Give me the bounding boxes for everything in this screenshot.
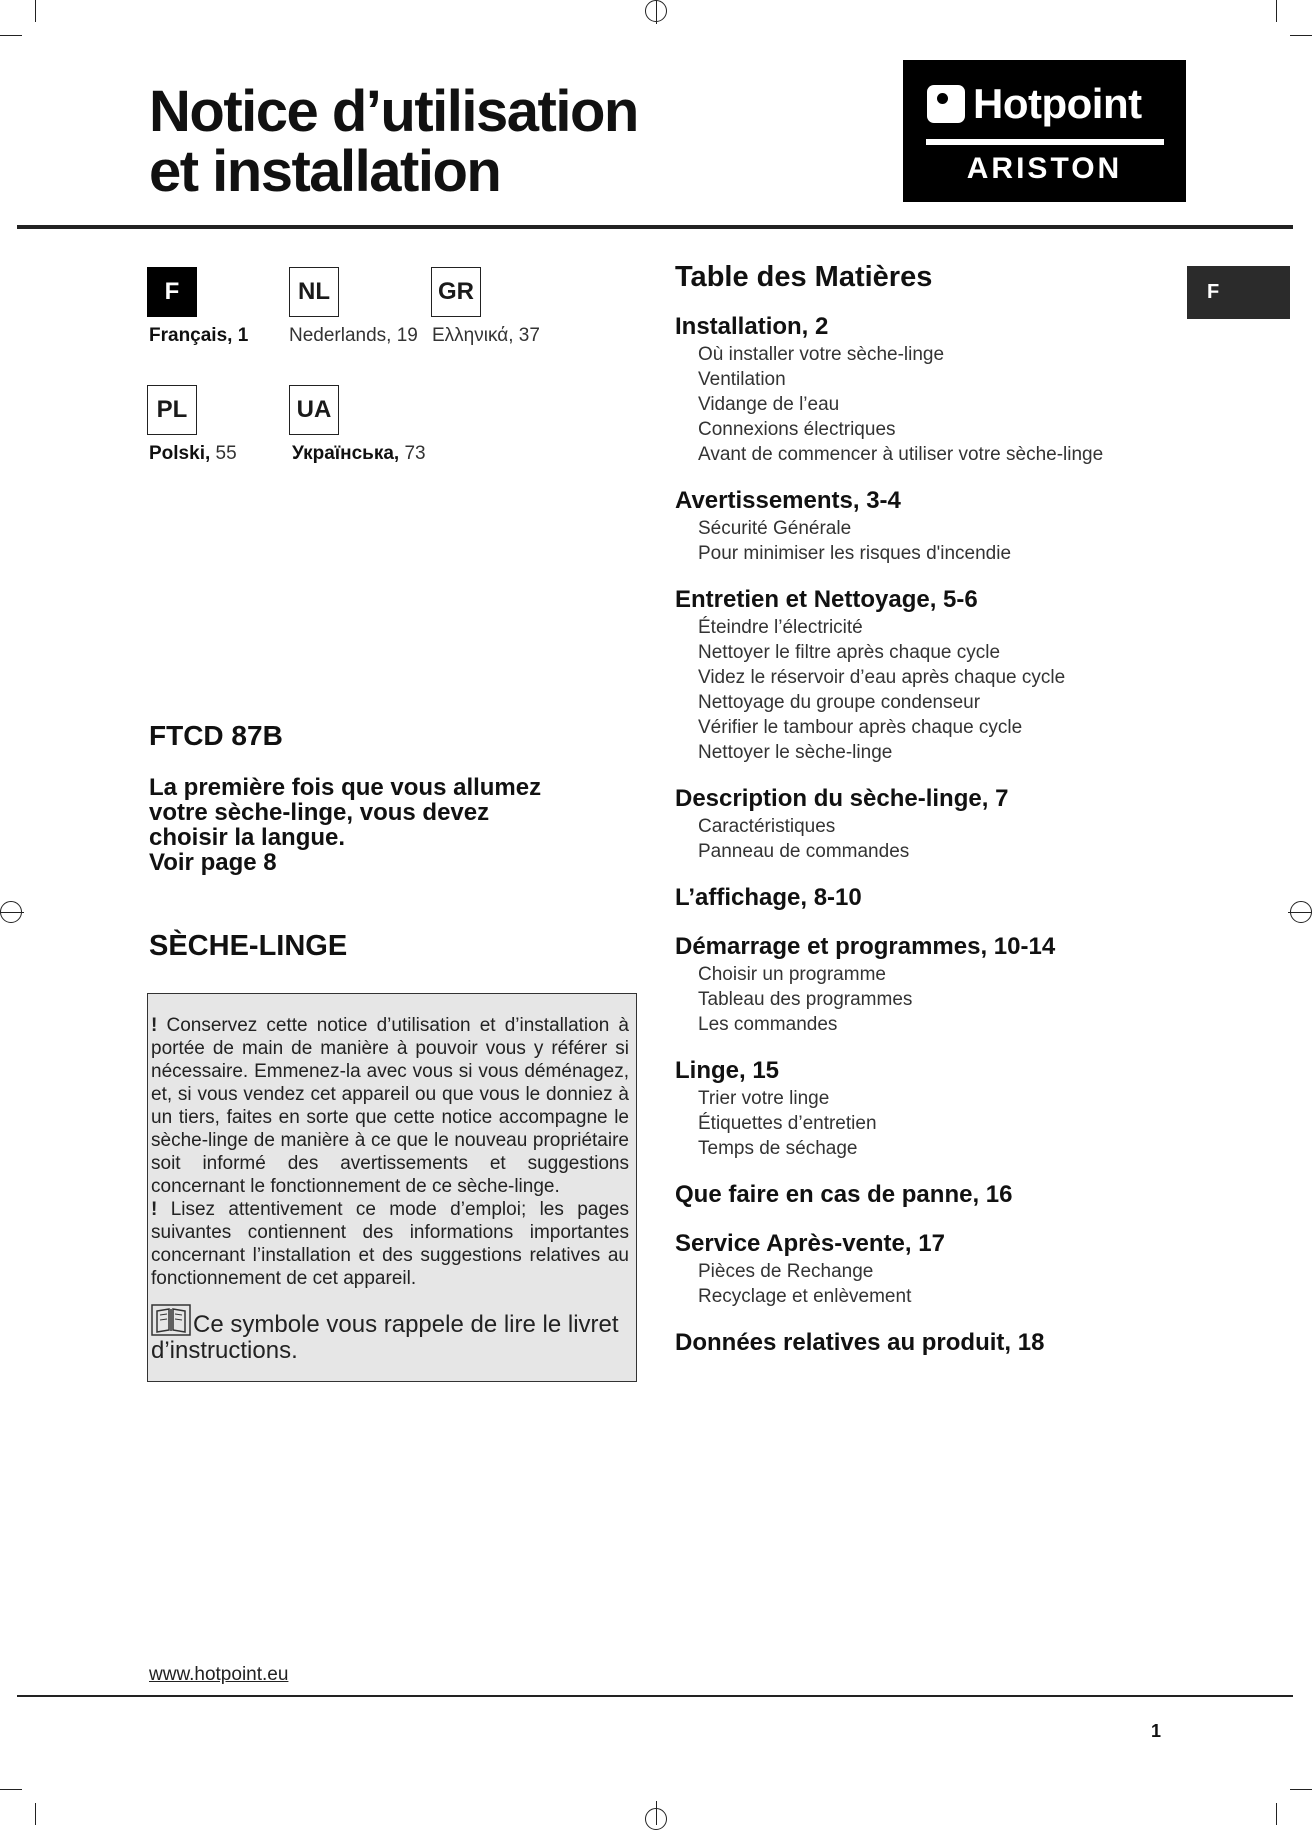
registration-line bbox=[1288, 912, 1312, 913]
first-use-line4: Voir page 8 bbox=[149, 849, 277, 876]
logo-sub: ARISTON bbox=[966, 152, 1123, 185]
toc-section-title[interactable]: Description du sèche-linge, 7 bbox=[675, 785, 1009, 812]
first-use-line3: choisir la langue. bbox=[149, 824, 346, 851]
toc-item[interactable]: Choisir un programme bbox=[698, 964, 886, 985]
toc-section bbox=[675, 1229, 1175, 1309]
first-use-line1: La première fois que vous allumez bbox=[149, 774, 542, 801]
lang-name-gr: Ελληνικά, bbox=[432, 325, 514, 346]
toc-section-title[interactable]: Entretien et Nettoyage, 5-6 bbox=[675, 586, 978, 613]
toc-item[interactable]: Sécurité Générale bbox=[698, 518, 852, 539]
crop-mark bbox=[35, 1803, 36, 1825]
toc-item[interactable]: Temps de séchage bbox=[698, 1138, 858, 1159]
toc-item[interactable]: Videz le réservoir d’eau après chaque cycle bbox=[698, 667, 1066, 688]
toc-item[interactable]: Vérifier le tambour après chaque cycle bbox=[698, 717, 1023, 738]
product-type: SÈCHE-LINGE bbox=[149, 930, 348, 962]
registration-line bbox=[656, 1801, 657, 1825]
hotpoint-ariston-logo bbox=[903, 60, 1186, 202]
toc-item[interactable]: Pièces de Rechange bbox=[698, 1261, 874, 1282]
warning-mark: ! bbox=[151, 1015, 158, 1036]
book-icon bbox=[151, 1304, 191, 1340]
toc-section bbox=[675, 883, 1175, 913]
toc-item[interactable]: Éteindre l’électricité bbox=[698, 617, 863, 638]
notice-text-1: Conservez cette notice d’utilisation et d’installation à portée de main de manière à pouvoir vous y référer si nécessaire. Emmenez-la avec vous si vous déménagez, et, si vous vendez cet appareil ou que vous le donniez à un tiers, faites en sorte que cette notice accompagne le sèche-linge de manière à ce que le nouveau propriétaire soit informé des avertissements et suggestions concernant le fonctionnement de ce sèche-linge. bbox=[151, 1015, 629, 1197]
logo-brand: Hotpoint bbox=[973, 80, 1142, 127]
page-number: 1 bbox=[1151, 1721, 1162, 1741]
lang-name-pl: Polski, bbox=[149, 443, 211, 464]
logo-divider bbox=[926, 139, 1164, 145]
lang-page-ua: 73 bbox=[404, 443, 426, 464]
lang-box-pl[interactable]: PL bbox=[147, 385, 197, 435]
page-title-line2: et installation bbox=[149, 139, 501, 204]
first-use-line2: votre sèche-linge, vous devez bbox=[149, 799, 490, 826]
toc-item[interactable]: Nettoyer le sèche-linge bbox=[698, 742, 893, 763]
crop-mark bbox=[1276, 0, 1277, 22]
toc-section-title[interactable]: L’affichage, 8-10 bbox=[675, 884, 862, 911]
crop-mark bbox=[0, 35, 22, 36]
lang-label-nl[interactable] bbox=[289, 325, 418, 347]
page-title-line1: Notice d’utilisation bbox=[149, 79, 638, 144]
lang-page-pl: 55 bbox=[215, 443, 237, 464]
notice-text-2: Lisez attentivement ce mode d’emploi; les pages suivantes contiennent des informations importantes concernant l’installation et des suggestions relatives au fonctionnement de cet appareil. bbox=[151, 1199, 630, 1289]
toc-section bbox=[675, 1180, 1175, 1210]
toc-item[interactable]: Trier votre linge bbox=[698, 1088, 830, 1109]
toc-item[interactable]: Vidange de l’eau bbox=[698, 394, 840, 415]
crop-mark bbox=[1290, 1789, 1312, 1790]
crop-mark bbox=[1276, 1803, 1277, 1825]
symbol-note bbox=[151, 1304, 629, 1362]
lang-label-gr[interactable] bbox=[432, 325, 540, 347]
toc-item[interactable]: Étiquettes d’entretien bbox=[698, 1113, 877, 1134]
lang-box-ua[interactable]: UA bbox=[289, 385, 339, 435]
website-link[interactable]: www.hotpoint.eu bbox=[149, 1664, 289, 1685]
first-use-note bbox=[149, 775, 609, 875]
toc-item[interactable]: Nettoyage du groupe condenseur bbox=[698, 692, 981, 713]
toc-item[interactable]: Où installer votre sèche-linge bbox=[698, 344, 945, 365]
toc-section bbox=[675, 585, 1175, 765]
toc-item[interactable]: Ventilation bbox=[698, 369, 786, 390]
toc-section bbox=[675, 1328, 1175, 1358]
registration-line bbox=[0, 912, 24, 913]
toc-item[interactable]: Pour minimiser les risques d'incendie bbox=[698, 543, 1012, 564]
lang-page-fr: 1 bbox=[237, 325, 249, 346]
lang-label-fr[interactable] bbox=[149, 325, 248, 347]
lang-name-nl: Nederlands, bbox=[289, 325, 392, 346]
model-number: FTCD 87B bbox=[149, 720, 283, 751]
crop-mark bbox=[35, 0, 36, 22]
lang-label-pl[interactable] bbox=[149, 443, 237, 465]
crop-mark bbox=[1290, 35, 1312, 36]
toc-item[interactable]: Les commandes bbox=[698, 1014, 838, 1035]
hotpoint-logo-icon bbox=[927, 85, 965, 123]
lang-name-ua: Українська, bbox=[292, 443, 400, 464]
toc-section-title[interactable]: Données relatives au produit, 18 bbox=[675, 1329, 1045, 1356]
header-rule bbox=[17, 225, 1293, 229]
toc-item[interactable]: Recyclage et enlèvement bbox=[698, 1286, 912, 1307]
lang-box-fr[interactable]: F bbox=[147, 267, 197, 317]
toc-section-title[interactable]: Linge, 15 bbox=[675, 1057, 780, 1084]
footer-rule bbox=[17, 1695, 1293, 1697]
toc-section-title[interactable]: Que faire en cas de panne, 16 bbox=[675, 1181, 1013, 1208]
lang-page-gr: 37 bbox=[518, 325, 540, 346]
notice-box bbox=[147, 993, 637, 1382]
toc-item[interactable]: Avant de commencer à utiliser votre sèche-linge bbox=[698, 444, 1104, 465]
table-of-contents bbox=[675, 312, 1175, 1377]
toc-section-title[interactable]: Installation, 2 bbox=[675, 313, 829, 340]
registration-line bbox=[656, 0, 657, 24]
toc-section-title[interactable]: Service Après-vente, 17 bbox=[675, 1230, 945, 1257]
language-side-tab: F bbox=[1187, 266, 1290, 319]
toc-item[interactable]: Tableau des programmes bbox=[698, 989, 913, 1010]
lang-box-nl[interactable]: NL bbox=[289, 267, 339, 317]
notice-paragraph-1 bbox=[151, 1014, 629, 1198]
toc-item[interactable]: Caractéristiques bbox=[698, 816, 836, 837]
lang-page-nl: 19 bbox=[396, 325, 418, 346]
symbol-text: Ce symbole vous rappele de lire le livret d’instructions. bbox=[151, 1311, 619, 1364]
toc-section-title[interactable]: Démarrage et programmes, 10-14 bbox=[675, 933, 1056, 960]
toc-item[interactable]: Nettoyer le filtre après chaque cycle bbox=[698, 642, 1001, 663]
toc-item[interactable]: Connexions électriques bbox=[698, 419, 896, 440]
lang-label-ua[interactable] bbox=[292, 443, 426, 465]
toc-title: Table des Matières bbox=[675, 261, 933, 293]
lang-box-gr[interactable]: GR bbox=[431, 267, 481, 317]
crop-mark bbox=[0, 1789, 22, 1790]
lang-name-fr: Français, bbox=[149, 325, 233, 346]
toc-section-title[interactable]: Avertissements, 3-4 bbox=[675, 487, 901, 514]
toc-item[interactable]: Panneau de commandes bbox=[698, 841, 910, 862]
toc-section bbox=[675, 486, 1175, 566]
page-title bbox=[149, 79, 638, 204]
toc-section bbox=[675, 312, 1175, 467]
toc-section bbox=[675, 932, 1175, 1037]
warning-mark: ! bbox=[151, 1199, 158, 1220]
notice-paragraph-2 bbox=[151, 1198, 629, 1290]
toc-section bbox=[675, 784, 1175, 864]
toc-section bbox=[675, 1056, 1175, 1161]
